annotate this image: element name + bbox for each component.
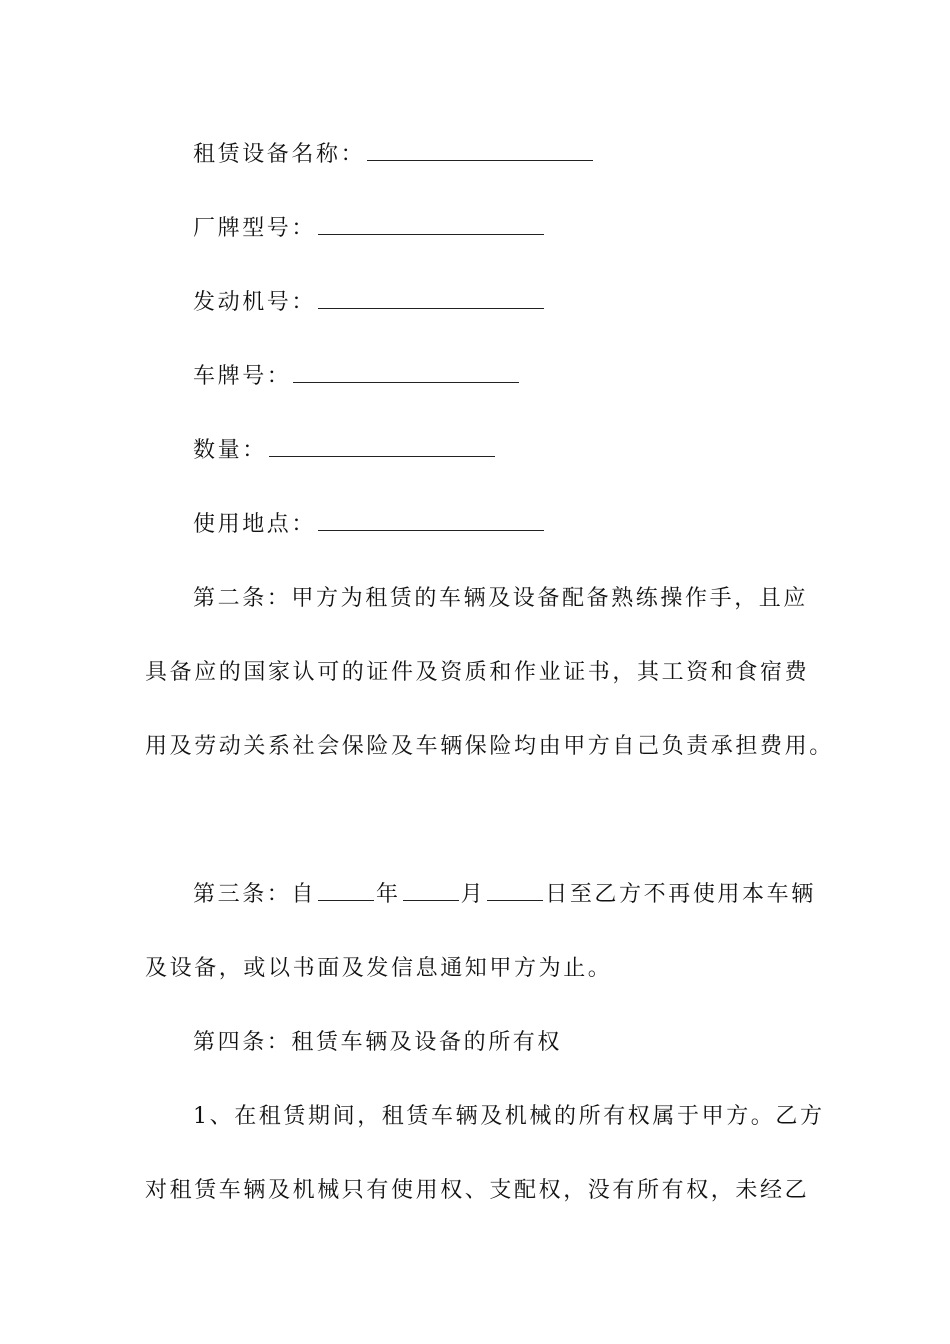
field-location <box>193 510 544 540</box>
article2-line2: 具备应的国家认可的证件及资质和作业证书，其工资和食宿费 <box>145 660 810 685</box>
field-label: 厂牌型号： <box>193 216 317 241</box>
field-quantity <box>193 436 495 466</box>
field-label: 车牌号： <box>193 364 292 389</box>
article2-line3: 用及劳动关系社会保险及车辆保险均由甲方自己负责承担费用。 <box>145 734 834 759</box>
article3-month: 月 <box>460 882 486 907</box>
article3-suffix: 日至乙方不再使用本车辆 <box>545 882 816 907</box>
field-equipment-name <box>193 140 593 170</box>
field-brand-model <box>193 214 544 244</box>
article2-line1: 第二条：甲方为租赁的车辆及设备配备熟练操作手，且应 <box>193 586 809 611</box>
field-engine-no <box>193 288 544 318</box>
blank-line <box>269 436 495 457</box>
field-label: 租赁设备名称： <box>193 142 366 167</box>
article3-line2: 及设备，或以书面及发信息通知甲方为止。 <box>145 956 613 981</box>
field-label: 使用地点： <box>193 512 317 537</box>
article3-year: 年 <box>376 882 401 907</box>
field-plate-no <box>193 362 519 392</box>
blank-line <box>318 880 374 901</box>
blank-line <box>293 362 519 383</box>
article4-p1-line2: 对租赁车辆及机械只有使用权、支配权，没有所有权，未经乙 <box>145 1178 810 1203</box>
field-label: 数量： <box>193 438 267 463</box>
article3-line1 <box>193 880 816 910</box>
blank-line <box>318 288 544 309</box>
article3-prefix: 第三条：自 <box>193 882 317 907</box>
blank-line <box>487 880 543 901</box>
field-label: 发动机号： <box>193 290 317 315</box>
blank-line <box>318 510 544 531</box>
blank-line <box>318 214 544 235</box>
blank-line <box>403 880 459 901</box>
blank-line <box>367 140 593 161</box>
article4-p1-line1: 1、在租赁期间，租赁车辆及机械的所有权属于甲方。乙方 <box>193 1104 825 1129</box>
article4-title: 第四条：租赁车辆及设备的所有权 <box>193 1030 563 1055</box>
